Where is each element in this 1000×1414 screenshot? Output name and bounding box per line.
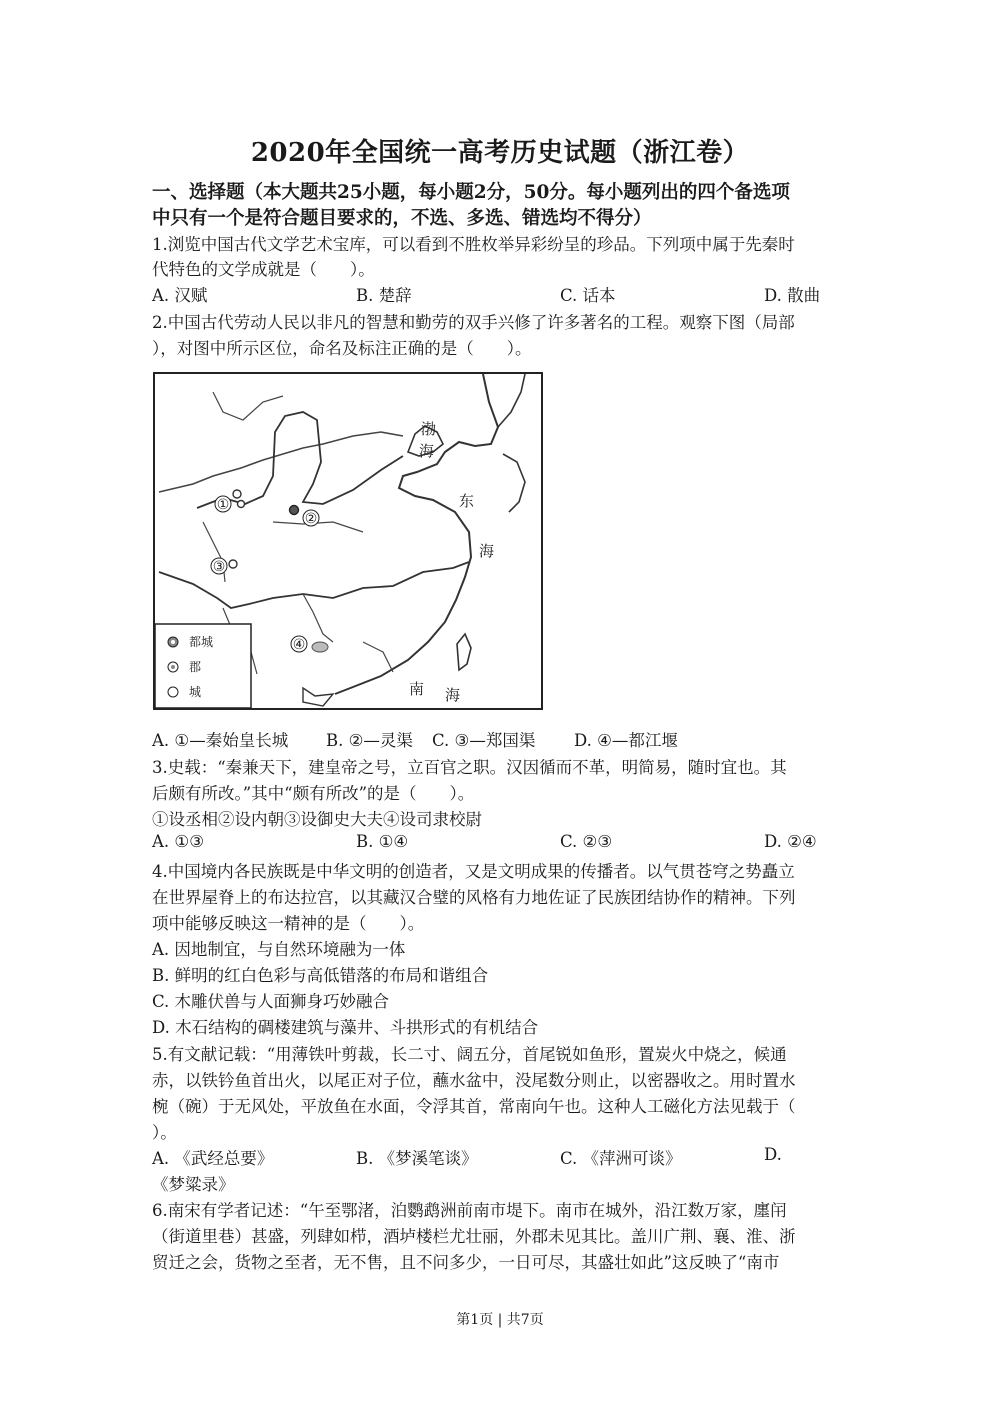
sea-label-bohai-1: 渤 bbox=[421, 420, 437, 438]
legend-commandery: 郡 bbox=[189, 660, 202, 674]
q3-option-a: A. ①③ bbox=[152, 832, 204, 851]
q1-option-b: B. 楚辞 bbox=[356, 286, 412, 305]
sea-label-south-2: 海 bbox=[445, 686, 461, 704]
q3-option-c: C. ②③ bbox=[560, 832, 613, 851]
question-2-line1: 2.中国古代劳动人民以非凡的智慧和勤劳的双手兴修了许多著名的工程。观察下图（局部 bbox=[152, 313, 795, 332]
question-5-line2: 赤，以铁钤鱼首出火，以尾正对子位，蘸水盆中，没尾数分则止，以密器收之。用时置水 bbox=[152, 1071, 796, 1090]
sea-label-east-1: 东 bbox=[459, 492, 475, 510]
q2-option-d: D. ④—都江堰 bbox=[574, 731, 678, 750]
question-1-line2: 代特色的文学成就是（ ）。 bbox=[152, 260, 375, 279]
q1-option-a: A. 汉赋 bbox=[152, 286, 208, 305]
q3-option-d: D. ②④ bbox=[764, 832, 817, 851]
map-marker-4: ④ bbox=[292, 637, 306, 653]
section-heading-line2: 中只有一个是符合题目要求的，不选、多选、错选均不得分） bbox=[152, 208, 652, 229]
q5-option-b: B. 《梦溪笔谈》 bbox=[356, 1149, 478, 1168]
map-marker-1: ① bbox=[216, 497, 230, 513]
q5-option-d: D. bbox=[764, 1145, 782, 1164]
question-5-line3: 椀（碗）于无风处，平放鱼在水面，令浮其首，常南向午也。这种人工磁化方法见载于（ bbox=[152, 1097, 796, 1116]
question-4-line2: 在世界屋脊上的布达拉宫，以其藏汉合璧的风格有力地佐证了民族团结协作的精神。下列 bbox=[152, 888, 796, 907]
map-figure bbox=[153, 372, 543, 710]
question-6-line1: 6.南宋有学者记述：“午至鄂渚，泊鹦鹉洲前南市堤下。南市在城外，沿江数万家，廛闬 bbox=[152, 1201, 787, 1220]
question-3-line1: 3.史载：“秦兼天下，建皇帝之号，立百官之职。汉因循而不革，明简易，随时宜也。其 bbox=[152, 758, 787, 777]
legend-capital: 都城 bbox=[189, 635, 214, 649]
q5-option-d-text: 《梦粱录》 bbox=[152, 1175, 235, 1194]
q4-option-b: B. 鲜明的红白色彩与高低错落的布局和谐组合 bbox=[152, 966, 489, 985]
commandery-marker bbox=[233, 490, 241, 498]
legend-city: 城 bbox=[189, 685, 202, 699]
q3-option-b: B. ①④ bbox=[356, 832, 409, 851]
q4-option-c: C. 木雕伏兽与人面狮身巧妙融合 bbox=[152, 992, 390, 1011]
q5-option-a: A. 《武经总要》 bbox=[152, 1149, 274, 1168]
page-title: 2020年全国统一高考历史试题（浙江卷） bbox=[250, 138, 750, 168]
q4-option-a: A. 因地制宜，与自然环境融为一体 bbox=[152, 940, 406, 959]
question-1-line1: 1.浏览中国古代文学艺术宝库，可以看到不胜枚举异彩纷呈的珍品。下列项中属于先秦时 bbox=[152, 235, 795, 254]
sea-label-east-2: 海 bbox=[479, 542, 495, 560]
map-marker-3: ③ bbox=[212, 559, 226, 575]
q1-option-d: D. 散曲 bbox=[764, 286, 821, 305]
sea-label-south-1: 南 bbox=[409, 680, 425, 698]
lake-shape bbox=[312, 642, 328, 652]
commandery-marker bbox=[229, 560, 237, 568]
question-2-line2: ），对图中所示区位，命名及标注正确的是（ ）。 bbox=[152, 339, 532, 358]
q2-option-c: C. ③—郑国渠 bbox=[432, 731, 536, 750]
q5-option-c: C. 《萍洲可谈》 bbox=[560, 1149, 682, 1168]
question-6-line2: （街道里巷）甚盛，列肆如栉，酒垆楼栏尤壮丽，外郡未见其比。盖川广荆、襄、淮、浙 bbox=[152, 1227, 796, 1246]
question-6-line3: 贸迁之会，货物之至者，无不售，且不问多少，一日可尽，其盛壮如此”这反映了“南市 bbox=[152, 1253, 780, 1272]
q2-option-b: B. ②—灵渠 bbox=[326, 731, 413, 750]
q4-option-d: D. 木石结构的碉楼建筑与藻井、斗拱形式的有机结合 bbox=[152, 1018, 539, 1037]
q2-option-a: A. ①—秦始皇长城 bbox=[152, 731, 289, 750]
section-heading-line1: 一、选择题（本大题共25小题，每小题2分，50分。每小题列出的四个备选项 bbox=[152, 182, 790, 203]
question-3-line3: ①设丞相②设内朝③设御史大夫④设司隶校尉 bbox=[152, 810, 482, 829]
sea-label-bohai-2: 海 bbox=[419, 442, 435, 460]
page-footer: 第1页 | 共7页 bbox=[456, 1312, 544, 1328]
city-marker bbox=[238, 501, 245, 508]
map-marker-2: ② bbox=[304, 511, 318, 527]
question-4-line1: 4.中国境内各民族既是中华文明的创造者，又是文明成果的传播者。以气贯苍穹之势矗立 bbox=[152, 862, 795, 881]
q1-option-c: C. 话本 bbox=[560, 286, 616, 305]
question-3-line2: 后颇有所改。”其中“颇有所改”的是（ ）。 bbox=[152, 784, 475, 803]
question-4-line3: 项中能够反映这一精神的是（ ）。 bbox=[152, 914, 425, 933]
question-5-line4: ）。 bbox=[152, 1123, 177, 1142]
capital-marker bbox=[290, 506, 299, 515]
question-5-line1: 5.有文献记载：“用薄铁叶剪裁，长二寸、阔五分，首尾锐如鱼形，置炭火中烧之，候通 bbox=[152, 1045, 787, 1064]
